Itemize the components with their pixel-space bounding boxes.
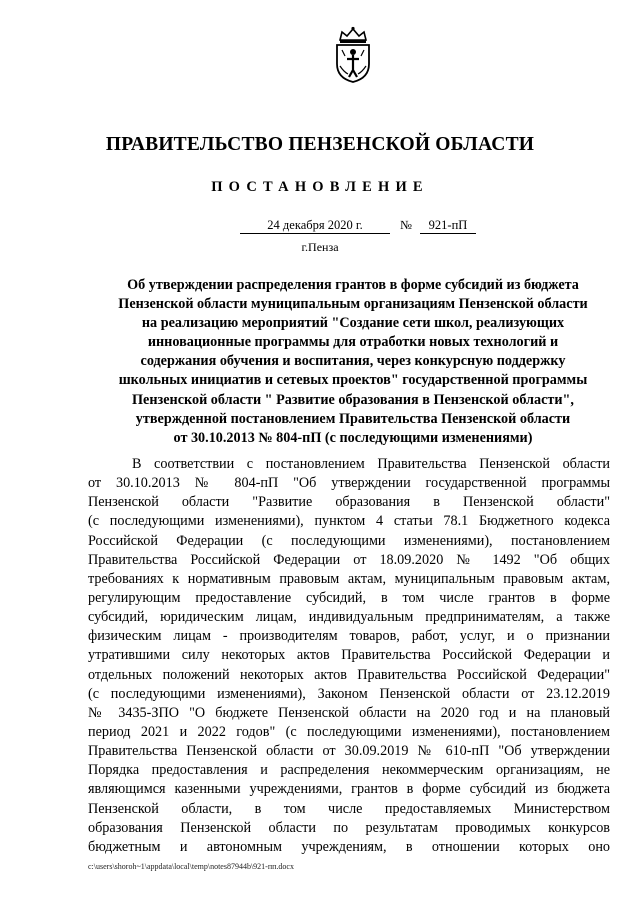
body-line: требованиях к нормативным правовым актам, муниципальным правовым актам, <box>88 570 610 587</box>
body-line: регулирующим предоставление субсидий, в том числе грантов в форме <box>88 589 610 606</box>
body-line: Правительства Российской Федерации от 18.09.2020 № 1492 "Об общих <box>88 551 610 568</box>
document-type: ПОСТАНОВЛЕНИЕ <box>211 179 429 195</box>
document-heading <box>96 276 610 448</box>
government-title: ПРАВИТЕЛЬСТВО ПЕНЗЕНСКОЙ ОБЛАСТИ <box>105 134 535 155</box>
body-line: Правительства Пензенской области от 30.09.2019 № 610-пП "Об утверждении <box>88 743 610 760</box>
body-line: № 3435-ЗПО "О бюджете Пензенской области на 2020 год и на плановый <box>88 704 610 721</box>
body-line: В соответствии с постановлением Правительства Пензенской области <box>132 456 610 472</box>
body-line: отдельных положений некоторых актов Правительства Российской Федерации" <box>88 666 610 683</box>
heading-line: Пензенской области " Развитие образования в Пензенской области", <box>132 391 574 408</box>
document-city: г.Пенза <box>301 240 339 254</box>
body-line: субсидий, юридическим лицам, индивидуальным предпринимателям, а также <box>88 609 610 626</box>
document-body <box>88 455 610 857</box>
body-line: Пензенской области "Развитие образования в Пензенской области" <box>88 494 610 511</box>
body-line: бюджетным и автономным учреждениям, в отношении которых оно <box>88 838 610 855</box>
number-sign: № <box>400 218 412 232</box>
body-line: Порядка предоставления и распределения некоммерческим организациям, не <box>88 762 610 779</box>
document-number: 921-пП <box>420 218 476 234</box>
coat-of-arms-icon <box>330 26 376 84</box>
heading-line: инновационные программы для отработки новых технологий и <box>147 334 559 351</box>
body-line: (с последующими изменениями), Законом Пензенской области от 23.12.2019 <box>88 685 610 702</box>
body-line: физическим лицам - производителям товаров, работ, услуг, и о признании <box>88 628 610 645</box>
body-line: Пензенской области, в том числе предоставляемых Министерством <box>88 800 610 817</box>
body-line: являющимся казенными учреждениями, грантов в форме субсидий из бюджета <box>88 781 610 798</box>
heading-line: на реализацию мероприятий "Создание сети школ, реализующих <box>141 315 565 332</box>
heading-line: школьных инициатив и сетевых проектов" государственной программы <box>118 372 588 389</box>
heading-line: содержания обучения и воспитания, через конкурсную поддержку <box>140 353 566 370</box>
file-path-footer: c:\users\shoroh~1\appdata\local\temp\notes87944b\921-пп.docx <box>88 862 294 871</box>
heading-line: Об утверждении распределения грантов в форме субсидий из бюджета <box>127 277 579 293</box>
date-number-line <box>240 218 480 236</box>
body-line: период 2021 и 2022 годов" (с последующими изменениями), постановлением <box>88 723 610 740</box>
body-line: (с последующими изменениями), пунктом 4 статьи 78.1 Бюджетного кодекса <box>88 513 610 530</box>
body-line: образования Пензенской области по результатам проводимых конкурсов <box>88 819 610 836</box>
heading-line: Пензенской области муниципальным организациям Пензенской области <box>118 296 588 313</box>
body-line: от 30.10.2013 № 804-пП "Об утверждении государственной программы <box>88 475 610 492</box>
document-date: 24 декабря 2020 г. <box>240 218 390 234</box>
body-line: утратившими силу некоторых актов Правительства Российской Федерации и <box>88 647 610 664</box>
heading-line: утвержденной постановлением Правительства Пензенской области <box>135 410 571 427</box>
heading-line: от 30.10.2013 № 804-пП (с последующими изменениями) <box>173 429 533 446</box>
body-line: Российской Федерации (с последующими изменениями), постановлением <box>88 532 610 549</box>
